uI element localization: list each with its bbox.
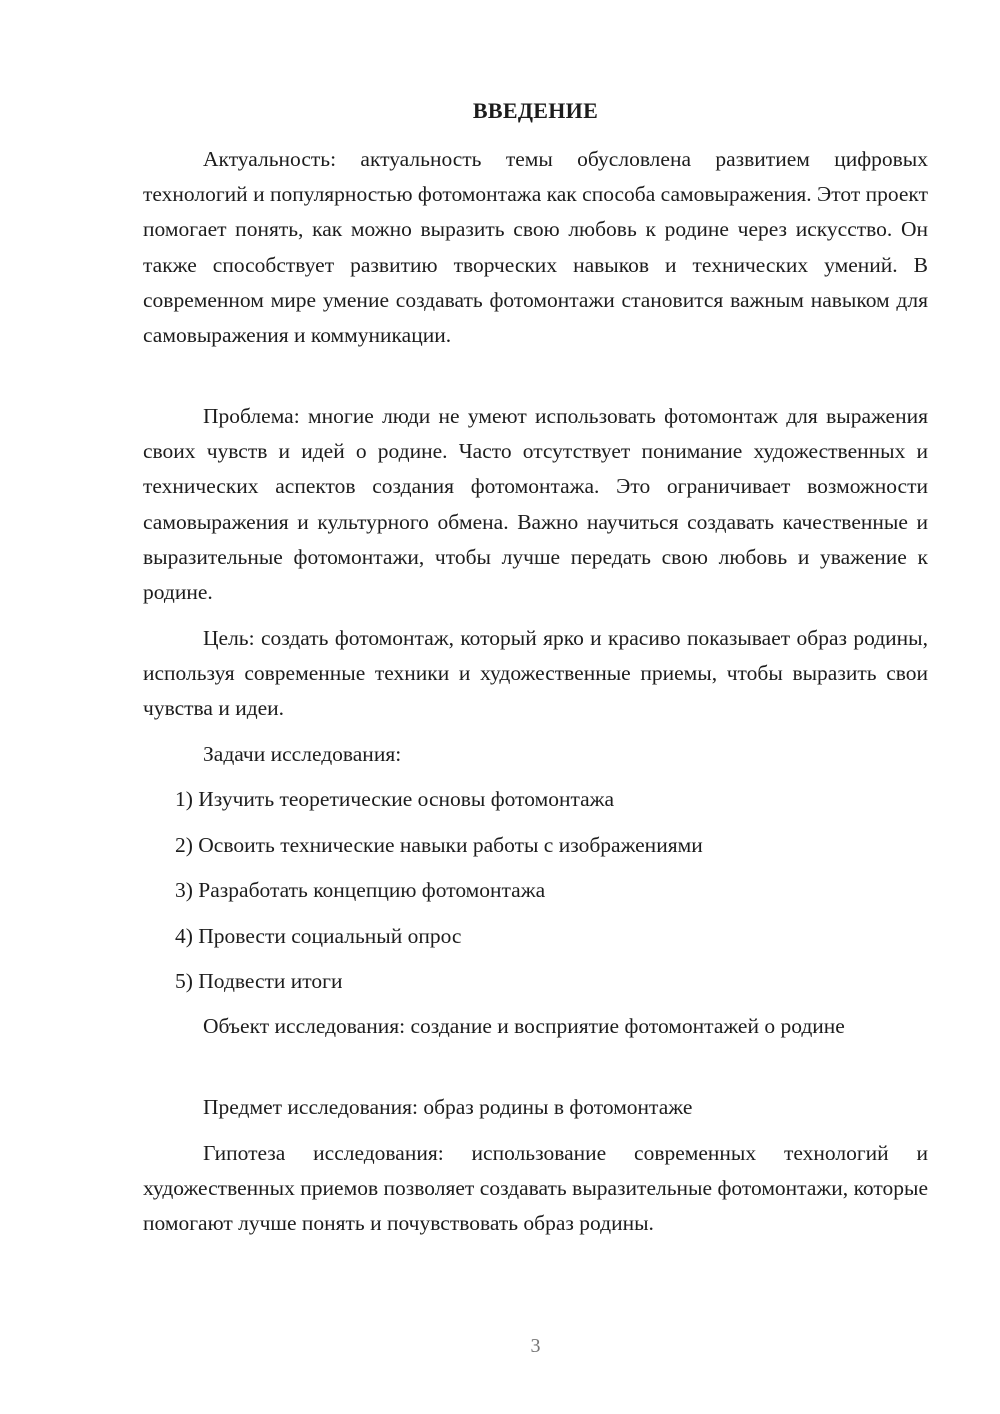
object-paragraph: Объект исследования: создание и восприятие фотомонтажей о родине [203,1014,845,1038]
task-item: 2) Освоить технические навыки работы с изображениями [175,833,703,857]
relevance-paragraph: Актуальность: актуальность темы обусловлена развитием цифровых технологий и популярностью фотомонтажа как способа самовыражения. Этот проект помогает понять, как можно выразить свою любовь к родине через искусство. Он также способствует развитию творческих навыков и технических умений. В современном мире умение создавать фотомонтажи становится важным навыком для самовыражения и коммуникации. [143,147,928,348]
task-item: 1) Изучить теоретические основы фотомонтажа [175,787,615,811]
section-heading: ВВЕДЕНИЕ [472,98,599,123]
subject-paragraph: Предмет исследования: образ родины в фотомонтаже [203,1095,693,1119]
tasks-title: Задачи исследования: [203,742,402,766]
hypothesis-paragraph: Гипотеза исследования: использование современных технологий и художественных приемов позволяет создавать выразительные фотомонтажи, которые помогают лучше понять и почувствовать образ родины. [143,1141,928,1236]
task-item: 5) Подвести итоги [175,969,343,993]
task-item: 4) Провести социальный опрос [175,924,462,948]
page-number: 3 [530,1335,541,1357]
goal-paragraph: Цель: создать фотомонтаж, который ярко и красиво показывает образ родины, используя современные техники и художественные приемы, чтобы выразить свои чувства и идеи. [143,626,928,721]
task-item: 3) Разработать концепцию фотомонтажа [175,878,546,902]
problem-paragraph: Проблема: многие люди не умеют использовать фотомонтаж для выражения своих чувств и идей о родине. Часто отсутствует понимание художественных и технических аспектов создания фотомонтажа. Это ограничивает возможности самовыражения и культурного обмена. Важно научиться создавать качественные и выразительные фотомонтажи, чтобы лучше передать свою любовь и уважение к родине. [143,404,928,605]
